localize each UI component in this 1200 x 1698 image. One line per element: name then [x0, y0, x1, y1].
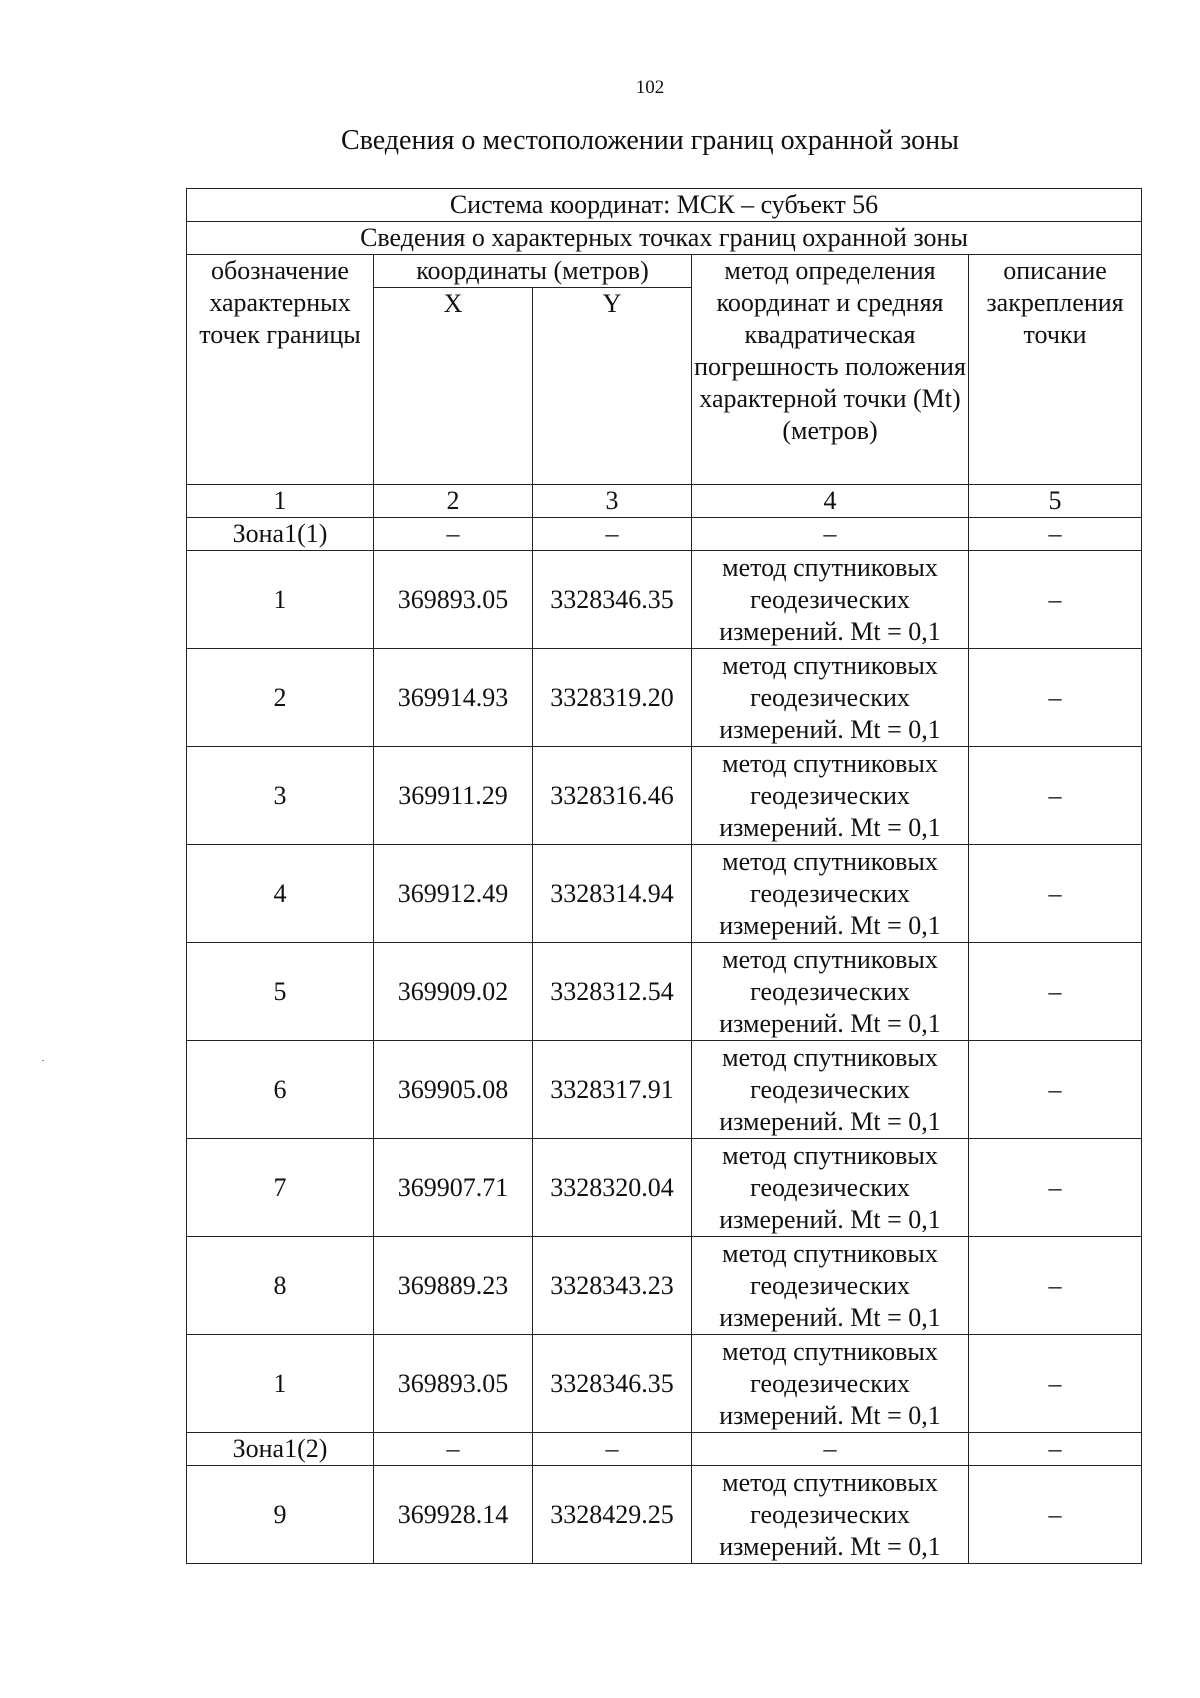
column-number: 3 — [533, 485, 692, 518]
header-point-designation: обозначение характерных точек границы — [187, 255, 374, 485]
zone-name: Зона1(2) — [187, 1433, 374, 1466]
point-x: 369893.05 — [374, 551, 533, 649]
table-row — [187, 649, 1142, 747]
point-method: метод спутниковых геодезических измерений. Mt = 0,1 — [692, 649, 969, 747]
zone-placeholder: – — [692, 1433, 969, 1466]
point-y: 3328346.35 — [533, 551, 692, 649]
table-row — [187, 943, 1142, 1041]
point-id: 4 — [187, 845, 374, 943]
point-id: 5 — [187, 943, 374, 1041]
table-row — [187, 1139, 1142, 1237]
point-fixing: – — [969, 1041, 1142, 1139]
header-fixing: описание закрепления точки — [969, 255, 1142, 485]
header-x: X — [374, 288, 533, 485]
scan-speck — [42, 1060, 44, 1061]
point-y: 3328320.04 — [533, 1139, 692, 1237]
point-id: 6 — [187, 1041, 374, 1139]
point-method: метод спутниковых геодезических измерений. Mt = 0,1 — [692, 1466, 969, 1564]
point-y: 3328314.94 — [533, 845, 692, 943]
table-row — [187, 845, 1142, 943]
column-number: 4 — [692, 485, 969, 518]
table-row — [187, 1335, 1142, 1433]
point-method: метод спутниковых геодезических измерений. Mt = 0,1 — [692, 1041, 969, 1139]
point-x: 369912.49 — [374, 845, 533, 943]
point-fixing: – — [969, 1466, 1142, 1564]
zone-row — [187, 1433, 1142, 1466]
point-fixing: – — [969, 1237, 1142, 1335]
zone-placeholder: – — [692, 518, 969, 551]
point-fixing: – — [969, 747, 1142, 845]
point-y: 3328312.54 — [533, 943, 692, 1041]
zone-placeholder: – — [969, 518, 1142, 551]
point-fixing: – — [969, 1139, 1142, 1237]
table-row — [187, 1237, 1142, 1335]
table-row — [187, 1466, 1142, 1564]
point-y: 3328317.91 — [533, 1041, 692, 1139]
point-method: метод спутниковых геодезических измерений. Mt = 0,1 — [692, 747, 969, 845]
point-id: 2 — [187, 649, 374, 747]
header-method: метод определения координат и средняя квадратическая погрешность положения характерной точки (Mt) (метров) — [692, 255, 969, 485]
point-y: 3328319.20 — [533, 649, 692, 747]
point-x: 369893.05 — [374, 1335, 533, 1433]
point-id: 1 — [187, 1335, 374, 1433]
column-number: 1 — [187, 485, 374, 518]
coordinates-table — [186, 188, 1142, 1564]
point-id: 9 — [187, 1466, 374, 1564]
document-title: Сведения о местоположении границ охранной зоны — [341, 125, 959, 156]
point-method: метод спутниковых геодезических измерений. Mt = 0,1 — [692, 1237, 969, 1335]
point-x: 369907.71 — [374, 1139, 533, 1237]
point-x: 369928.14 — [374, 1466, 533, 1564]
point-fixing: – — [969, 1335, 1142, 1433]
point-method: метод спутниковых геодезических измерений. Mt = 0,1 — [692, 1139, 969, 1237]
point-fixing: – — [969, 551, 1142, 649]
zone-placeholder: – — [969, 1433, 1142, 1466]
point-method: метод спутниковых геодезических измерений. Mt = 0,1 — [692, 551, 969, 649]
point-x: 369911.29 — [374, 747, 533, 845]
point-y: 3328346.35 — [533, 1335, 692, 1433]
point-fixing: – — [969, 649, 1142, 747]
column-number: 2 — [374, 485, 533, 518]
section-title-cell: Сведения о характерных точках границ охранной зоны — [187, 222, 1142, 255]
point-method: метод спутниковых геодезических измерений. Mt = 0,1 — [692, 1335, 969, 1433]
table-row — [187, 551, 1142, 649]
table-row — [187, 1041, 1142, 1139]
point-id: 7 — [187, 1139, 374, 1237]
header-coordinates: координаты (метров) — [374, 255, 692, 288]
point-method: метод спутниковых геодезических измерений. Mt = 0,1 — [692, 943, 969, 1041]
zone-placeholder: – — [374, 518, 533, 551]
zone-placeholder: – — [533, 1433, 692, 1466]
point-x: 369905.08 — [374, 1041, 533, 1139]
point-y: 3328316.46 — [533, 747, 692, 845]
point-y: 3328343.23 — [533, 1237, 692, 1335]
point-x: 369889.23 — [374, 1237, 533, 1335]
column-number: 5 — [969, 485, 1142, 518]
zone-row — [187, 518, 1142, 551]
zone-placeholder: – — [374, 1433, 533, 1466]
point-id: 1 — [187, 551, 374, 649]
point-method: метод спутниковых геодезических измерений. Mt = 0,1 — [692, 845, 969, 943]
point-id: 3 — [187, 747, 374, 845]
page-number: 102 — [635, 77, 665, 98]
header-y: Y — [533, 288, 692, 485]
table-row — [187, 747, 1142, 845]
point-x: 369914.93 — [374, 649, 533, 747]
point-fixing: – — [969, 943, 1142, 1041]
point-fixing: – — [969, 845, 1142, 943]
zone-name: Зона1(1) — [187, 518, 374, 551]
coordinate-system-cell: Система координат: МСК – субъект 56 — [187, 189, 1142, 222]
point-x: 369909.02 — [374, 943, 533, 1041]
point-y: 3328429.25 — [533, 1466, 692, 1564]
point-id: 8 — [187, 1237, 374, 1335]
zone-placeholder: – — [533, 518, 692, 551]
